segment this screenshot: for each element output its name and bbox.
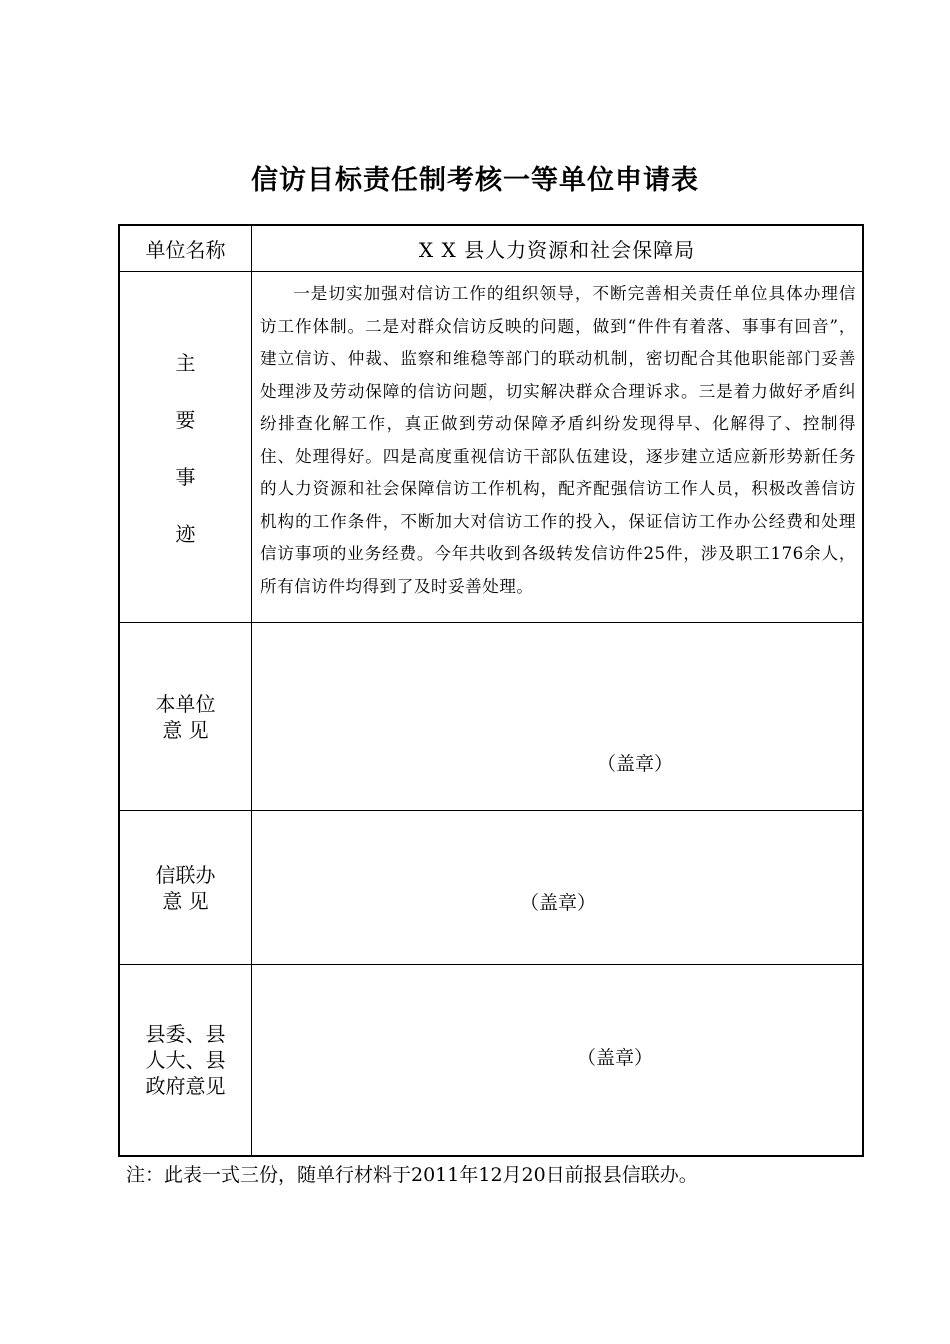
main-deeds-label-char-4: 迹: [175, 522, 196, 546]
form-title: 信访目标责任制考核一等单位申请表: [251, 165, 699, 196]
petition-office-seal: （盖章）: [520, 892, 597, 914]
unit-opinion-label-line1: 本单位: [155, 691, 216, 716]
petition-office-label-line2: 意 见: [162, 888, 209, 913]
county-opinion-label-line1: 县委、县: [145, 1022, 226, 1046]
footnote: 注：此表一式三份，随单行材料于2011年12月20日前报县信联办。: [126, 1164, 698, 1186]
county-opinion-seal: （盖章）: [577, 1047, 654, 1069]
county-opinion-cell: [252, 965, 862, 1155]
unit-name-value: X X 县人力资源和社会保障局: [418, 238, 696, 262]
unit-opinion-cell: [252, 623, 862, 810]
petition-office-label: [120, 811, 252, 964]
unit-name-row: [120, 226, 862, 272]
application-form-table: [118, 224, 864, 1157]
petition-office-cell: [252, 811, 862, 964]
county-opinion-label-line3: 政府意见: [145, 1074, 226, 1098]
unit-opinion-row: [120, 623, 862, 811]
main-deeds-row: [120, 272, 862, 623]
unit-opinion-label-line2: 意 见: [162, 717, 209, 742]
main-deeds-label-char-1: 主: [175, 351, 196, 375]
main-deeds-label-char-2: 要: [175, 408, 196, 432]
main-deeds-label-char-3: 事: [175, 465, 196, 489]
main-deeds-cell: [252, 272, 862, 622]
county-opinion-label-line2: 人大、县: [145, 1048, 226, 1072]
main-deeds-text: 一是切实加强对信访工作的组织领导，不断完善相关责任单位具体办理信访工作体制。二是对群众信访反映的问题，做到“件件有着落、事事有回音”，建立信访、仲裁、监察和维稳等部门的联动机制，密切配合其他职能部门妥善处理涉及劳动保障的信访问题，切实解决群众合理诉求。三是着力做好矛盾纠纷排查化解工作，真正做到劳动保障矛盾纠纷发现得早、化解得了、控制得住、处理得好。四是高度重视信访干部队伍建设，逐步建立适应新形势新任务的人力资源和社会保障信访工作机构，配齐配强信访工作人员，积极改善信访机构的工作条件，不断加大对信访工作的投入，保证信访工作办公经费和处理信访事项的业务经费。今年共收到各级转发信访件25件，涉及职工176余人，所有信访件均得到了及时妥善处理。: [260, 284, 856, 596]
unit-opinion-seal: （盖章）: [597, 753, 674, 775]
petition-office-row: [120, 811, 862, 965]
main-deeds-label: [120, 272, 252, 622]
unit-name-label: 单位名称: [120, 226, 252, 271]
county-opinion-label: [120, 965, 252, 1155]
county-opinion-row: [120, 965, 862, 1155]
petition-office-label-line1: 信联办: [155, 862, 216, 887]
unit-opinion-label: [120, 623, 252, 810]
